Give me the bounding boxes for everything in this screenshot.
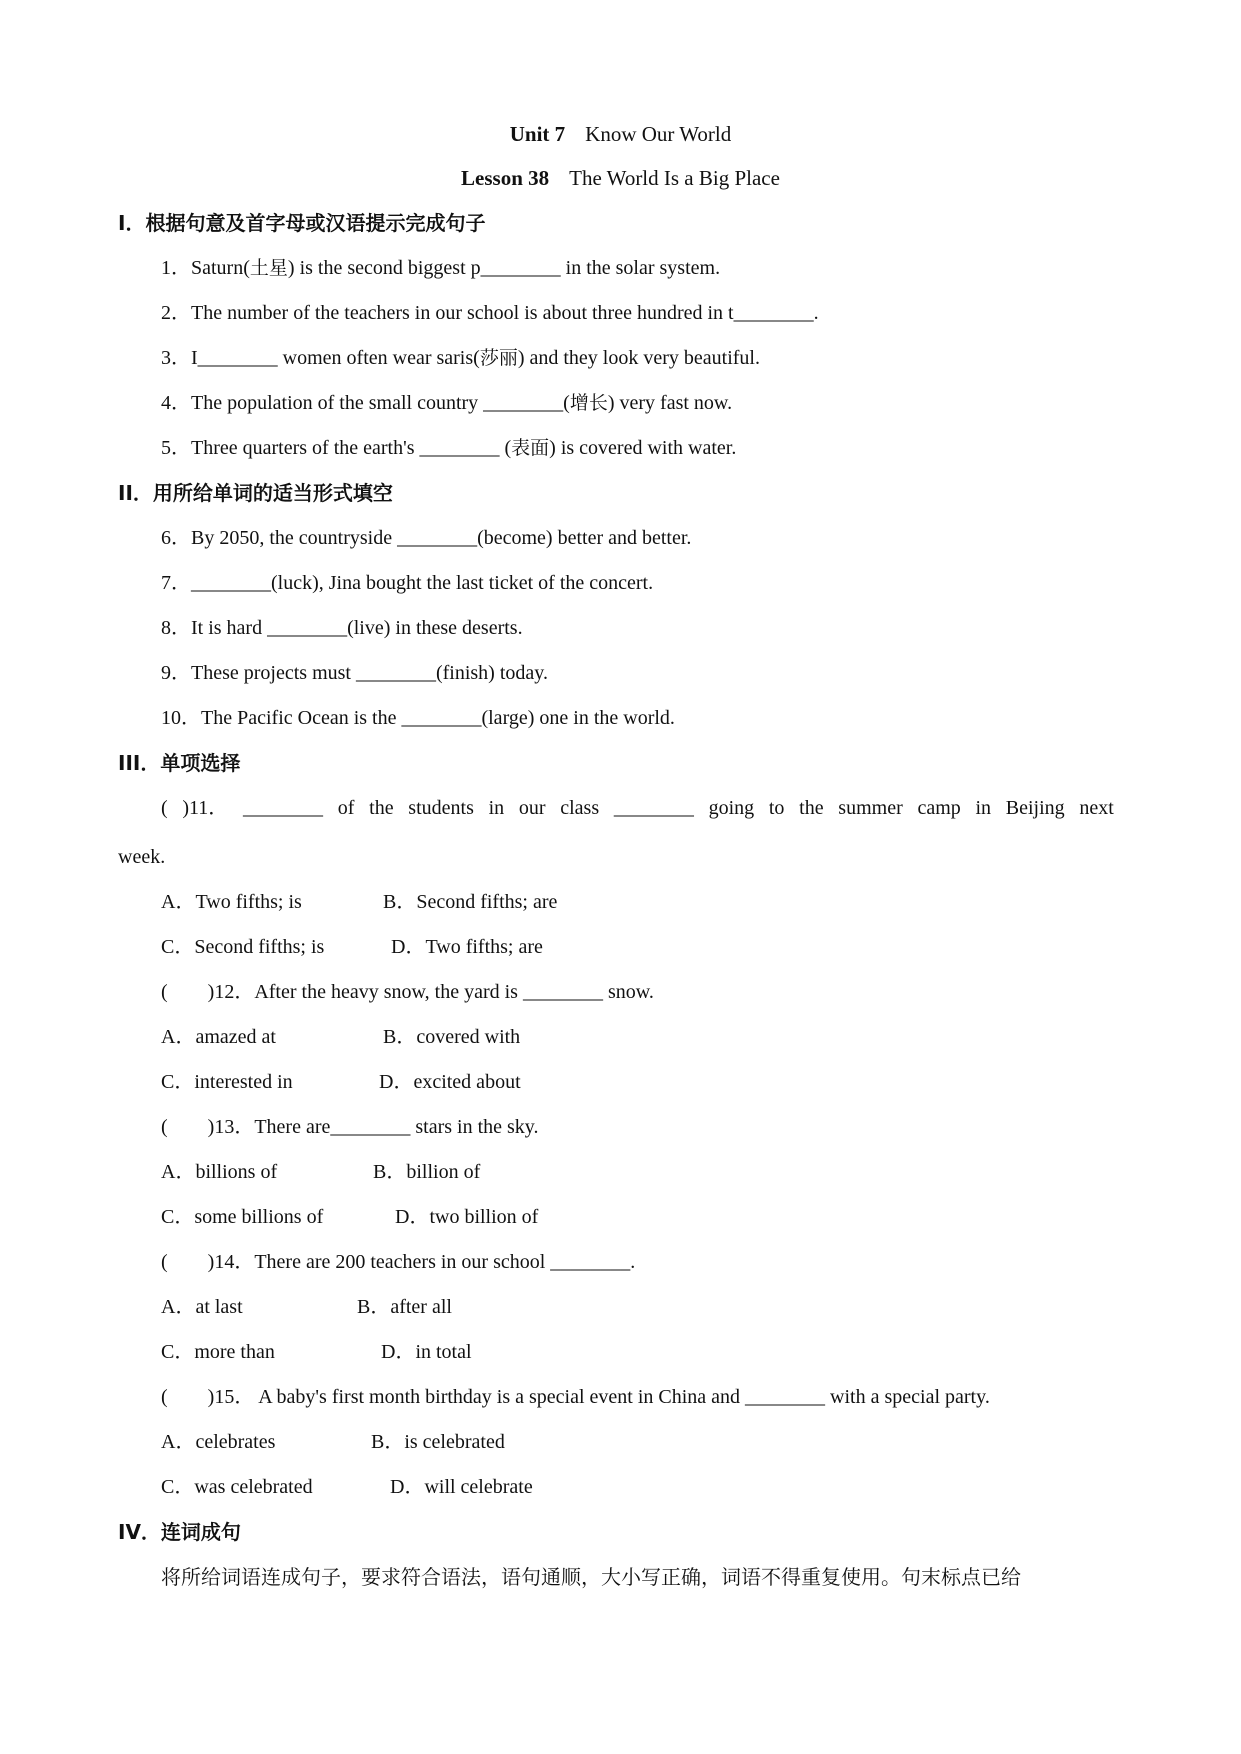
- question-number: )11．: [182, 797, 229, 819]
- q12-option-c: C．interested in: [161, 1071, 293, 1093]
- chinese-hint: 表面: [511, 437, 550, 459]
- question-number: 1．: [161, 257, 191, 279]
- q14-option-d: D．in total: [381, 1341, 472, 1363]
- question-2: [161, 299, 819, 327]
- question-text: I________ women often wear saris(: [191, 347, 480, 369]
- unit-name: Know Our World: [585, 122, 732, 146]
- question-1: [161, 254, 720, 282]
- q14-option-a: A．at last: [161, 1296, 243, 1318]
- question-9: [161, 659, 548, 687]
- q13-option-b: B．billion of: [373, 1161, 481, 1183]
- q14-option-c: C．more than: [161, 1341, 275, 1363]
- word: of: [337, 797, 355, 819]
- question-10: [161, 704, 675, 732]
- question-number: 3．: [161, 347, 191, 369]
- question-7: [161, 569, 653, 597]
- lesson-title: [0, 164, 1241, 192]
- question-number: 10．: [161, 707, 201, 729]
- question-text: It is hard ________(live) in these deserts.: [191, 617, 523, 639]
- q11-option-b: B．Second fifths; are: [383, 891, 558, 913]
- word: next: [1079, 797, 1114, 819]
- question-13: ( )13．There are________ stars in the sky.: [161, 1116, 539, 1138]
- question-text: ) and they look very beautiful.: [517, 347, 760, 369]
- question-text: ) very fast now.: [607, 392, 733, 414]
- lesson-name: The World Is a Big Place: [569, 166, 780, 190]
- section-heading-1: I．根据句意及首字母或汉语提示完成句子: [118, 211, 486, 235]
- word: our: [518, 797, 546, 819]
- q15-option-a: A．celebrates: [161, 1431, 276, 1453]
- q15-option-d: D．will celebrate: [390, 1476, 533, 1498]
- word: summer: [838, 797, 903, 819]
- word: camp: [917, 797, 961, 819]
- question-text: The population of the small country ________(: [191, 392, 570, 414]
- section-heading-3: III．单项选择: [118, 751, 241, 775]
- section-heading-2: II．用所给单词的适当形式填空: [118, 481, 393, 505]
- unit-label: Unit 7: [509, 122, 566, 146]
- answer-bracket-open: (: [161, 797, 168, 819]
- word: in: [975, 797, 992, 819]
- word: in: [488, 797, 505, 819]
- word: the: [799, 797, 824, 819]
- q13-option-a: A．billions of: [161, 1161, 278, 1183]
- answer-blank: ________: [613, 797, 694, 819]
- q13-option-c: C．some billions of: [161, 1206, 324, 1228]
- question-15: ( )15． A baby's first month birthday is a special event in China and ________ with a special party.: [161, 1386, 990, 1408]
- question-text: ________(luck), Jina bought the last ticket of the concert.: [191, 572, 654, 594]
- q15-option-b: B．is celebrated: [371, 1431, 505, 1453]
- q11-option-d: D．Two fifths; are: [391, 936, 543, 958]
- question-text: ) is covered with water.: [549, 437, 737, 459]
- question-4: [161, 389, 732, 417]
- chinese-hint: 土星: [249, 257, 288, 279]
- question-text: These projects must ________(finish) today.: [191, 662, 548, 684]
- question-text: The number of the teachers in our school is about three hundred in t________.: [191, 302, 819, 324]
- question-12: ( )12．After the heavy snow, the yard is ________ snow.: [161, 981, 654, 1003]
- question-text: Saturn(: [191, 257, 250, 279]
- question-number: 2．: [161, 302, 191, 324]
- unit-title: [0, 120, 1241, 148]
- answer-blank: ________: [243, 797, 324, 819]
- question-8: [161, 614, 523, 642]
- section-4-instruction: 将所给词语连成句子，要求符合语法，语句通顺，大小写正确，词语不得重复使用。句末标点已给: [161, 1565, 1021, 1589]
- question-number: 5．: [161, 437, 191, 459]
- question-text: ) is the second biggest p________ in the solar system.: [287, 257, 721, 279]
- question-3: [161, 344, 760, 372]
- question-11: [161, 794, 1114, 822]
- question-text: The Pacific Ocean is the ________(large) one in the world.: [201, 707, 675, 729]
- word: class: [560, 797, 600, 819]
- section-heading-4: IV．连词成句: [118, 1520, 241, 1544]
- word: students: [408, 797, 474, 819]
- question-11-continued: week.: [118, 846, 166, 868]
- lesson-label: Lesson 38: [461, 166, 550, 190]
- question-number: 6．: [161, 527, 191, 549]
- question-number: 7．: [161, 572, 191, 594]
- chinese-hint: 莎丽: [479, 347, 518, 369]
- question-6: [161, 524, 691, 552]
- question-text: By 2050, the countryside ________(become) better and better.: [191, 527, 692, 549]
- question-5: [161, 434, 736, 462]
- q15-option-c: C．was celebrated: [161, 1476, 313, 1498]
- word: Beijing: [1005, 797, 1065, 819]
- question-14: ( )14．There are 200 teachers in our school ________.: [161, 1251, 636, 1273]
- question-number: 9．: [161, 662, 191, 684]
- word: going: [708, 797, 755, 819]
- q12-option-a: A．amazed at: [161, 1026, 276, 1048]
- q13-option-d: D．two billion of: [395, 1206, 539, 1228]
- q12-option-b: B．covered with: [383, 1026, 521, 1048]
- q14-option-b: B．after all: [357, 1296, 452, 1318]
- chinese-hint: 增长: [569, 392, 608, 414]
- q12-option-d: D．excited about: [379, 1071, 521, 1093]
- question-number: 4．: [161, 392, 191, 414]
- q11-option-a: A．Two fifths; is: [161, 891, 302, 913]
- word: to: [768, 797, 785, 819]
- q11-option-c: C．Second fifths; is: [161, 936, 325, 958]
- question-number: 8．: [161, 617, 191, 639]
- question-text: Three quarters of the earth's ________ (: [191, 437, 512, 459]
- word: the: [369, 797, 394, 819]
